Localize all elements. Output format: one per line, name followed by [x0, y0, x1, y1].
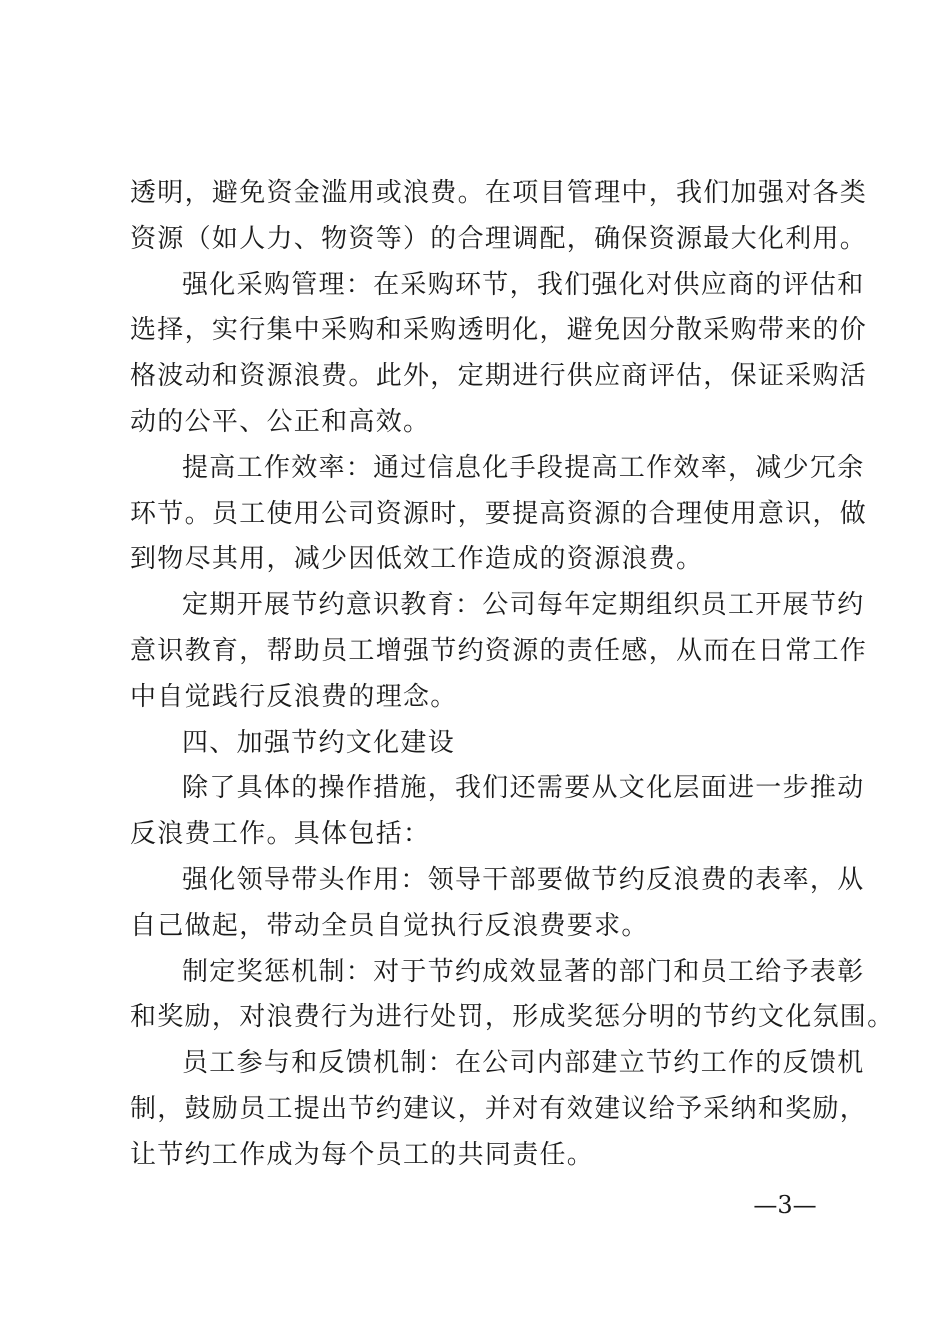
page-number: —3—	[753, 1191, 817, 1219]
paragraph-first-line: 除了具体的操作措施，我们还需要从文化层面进一步推动	[182, 773, 865, 804]
paragraph-first-line: 制定奖惩机制：对于节约成效显著的部门和员工给予表彰	[182, 956, 865, 987]
text-line: 中自觉践行反浪费的理念。	[130, 681, 458, 712]
paragraph-first-line: 定期开展节约意识教育：公司每年定期组织员工开展节约	[182, 590, 865, 621]
text-line: 资源（如人力、物资等）的合理调配，确保资源最大化利用。	[130, 223, 868, 254]
text-line: 反浪费工作。具体包括：	[130, 819, 431, 850]
text-line: 动的公平、公正和高效。	[130, 406, 431, 437]
text-line: 环节。员工使用公司资源时，要提高资源的合理使用意识，做	[130, 498, 868, 529]
text-line: 格波动和资源浪费。此外，定期进行供应商评估，保证采购活	[130, 361, 868, 392]
paragraph-first-line: 强化领导带头作用：领导干部要做节约反浪费的表率，从	[182, 864, 865, 895]
text-line: 制，鼓励员工提出节约建议，并对有效建议给予采纳和奖励，	[130, 1093, 868, 1124]
text-line: 到物尽其用，减少因低效工作造成的资源浪费。	[130, 544, 704, 575]
document-body	[130, 171, 895, 1179]
text-line: 选择，实行集中采购和采购透明化，避免因分散采购带来的价	[130, 315, 868, 346]
text-line: 意识教育，帮助员工增强节约资源的责任感，从而在日常工作	[130, 635, 868, 666]
text-line: 和奖励，对浪费行为进行处罚，形成奖惩分明的节约文化氛围。	[130, 1002, 895, 1033]
text-line: 透明，避免资金滥用或浪费。在项目管理中，我们加强对各类	[130, 178, 868, 208]
section-heading: 四、加强节约文化建设	[182, 727, 456, 758]
text-line: 自己做起，带动全员自觉执行反浪费要求。	[130, 910, 649, 941]
text-line: 让节约工作成为每个员工的共同责任。	[130, 1139, 595, 1170]
paragraph-first-line: 提高工作效率：通过信息化手段提高工作效率，减少冗余	[182, 452, 865, 483]
paragraph-first-line: 强化采购管理：在采购环节，我们强化对供应商的评估和	[182, 269, 865, 300]
paragraph-first-line: 员工参与和反馈机制：在公司内部建立节约工作的反馈机	[182, 1048, 865, 1079]
